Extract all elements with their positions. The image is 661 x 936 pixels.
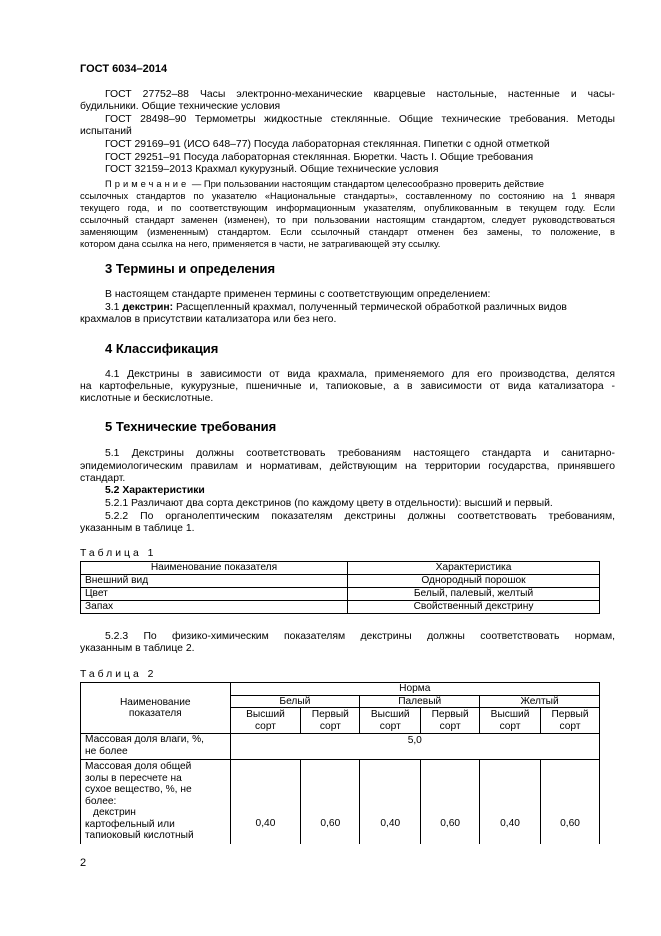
- grade-line: сорт: [559, 720, 581, 732]
- document-header: ГОСТ 6034–2014: [80, 63, 168, 75]
- table-header-cell: Палевый: [360, 695, 480, 708]
- grade-line: Первый: [311, 709, 349, 720]
- grade-line: сорт: [499, 720, 521, 732]
- note-line: ссылочных стандартов по указателю «Национальные стандарты», составленному по состоянию на 1 января: [80, 190, 615, 201]
- section-5-2-1: 5.2.1 Различают два сорта декстринов (по каждому цвету в отдельности): высший и первый.: [105, 498, 553, 509]
- table-header-cell: [480, 708, 541, 734]
- table-row: [81, 588, 600, 601]
- row-name-line: более:: [85, 795, 117, 807]
- header-name-line: Наименование: [119, 696, 191, 708]
- table-header-cell: Желтый: [480, 695, 600, 708]
- note-line: ссылочный стандарт заменен (изменен), то при пользовании настоящим стандартом, следует руководствоваться: [80, 214, 615, 225]
- table-header-cell: [541, 708, 600, 734]
- note-text: — При пользовании настоящим стандартом целесообразно проверить действие: [191, 178, 545, 189]
- row-name-line: сухое вещество, %, не: [85, 784, 192, 795]
- table-cell: 0,40: [230, 760, 301, 844]
- ref-line: будильники. Общие технические условия: [80, 101, 281, 112]
- grade-line: Первый: [431, 709, 469, 720]
- table-cell: 0,60: [421, 760, 480, 844]
- grade-line: Высший: [246, 709, 285, 720]
- table-header-row: [81, 683, 600, 696]
- section-4-title: 4 Классификация: [105, 341, 219, 356]
- section-4-line: кислотные и бескислотные.: [80, 393, 214, 404]
- ref-line: ГОСТ 27752–88 Часы электронно-механические кварцевые настольные, настенные и часы-: [105, 89, 615, 100]
- table-cell: 0,60: [541, 760, 600, 844]
- table-cell: Белый, палевый, желтый: [348, 588, 600, 601]
- row-name-line: не более: [85, 745, 128, 757]
- table-cell: 0,40: [480, 760, 541, 844]
- section-5-1-line: 5.1 Декстрины должны соответствовать требованиям настоящего стандарта и санитарно-: [105, 448, 615, 459]
- ref-line: ГОСТ 29251–91 Посуда лабораторная стеклянная. Бюретки. Часть I. Общие требования: [105, 152, 534, 163]
- table-cell: Однородный порошок: [348, 575, 600, 588]
- term-definition-cont: крахмалов в присутствии катализатора или без него.: [80, 314, 337, 325]
- section-5-1-line: эпидемиологическим правилам и нормативам, действующим на территории государства, принявшего: [80, 461, 615, 472]
- row-name-line: золы в пересчете на: [85, 772, 182, 784]
- table-header-cell: [230, 708, 301, 734]
- page-number: 2: [80, 857, 87, 869]
- table-cell: Цвет: [81, 588, 348, 601]
- ref-line: ГОСТ 28498–90 Термометры жидкостные стеклянные. Общие технические требования. Методы: [105, 114, 615, 125]
- table-cell: 0,60: [301, 760, 360, 844]
- table-1: [80, 561, 600, 614]
- note-line: текущего года, и по соответствующим информационным указателям, опубликованным в текущем году. Если: [80, 202, 615, 213]
- table-2: [80, 682, 600, 844]
- term-name: декстрин:: [122, 302, 174, 313]
- section-5-2-2-line: 5.2.2 По органолептическим показателям декстрины должны соответствовать требованиям,: [105, 511, 615, 522]
- table-1-caption: Таблица 1: [80, 548, 157, 559]
- term-number: 3.1: [105, 302, 120, 313]
- table-header-cell: Белый: [230, 695, 360, 708]
- table-header-cell: Норма: [230, 683, 599, 696]
- section-3-title: 3 Термины и определения: [105, 261, 276, 276]
- section-3-intro: В настоящем стандарте применен термины с соответствующим определением:: [105, 289, 491, 300]
- term-definition: Расщепленный крахмал, полученный термической обработкой различных видов: [176, 302, 567, 313]
- section-5-2-3-line: 5.2.3 По физико-химическим показателям декстрины должны соответствовать нормам,: [105, 631, 615, 642]
- table-header-cell: [81, 683, 231, 734]
- table-row: [81, 601, 600, 614]
- section-5-2-2-line: указанным в таблице 1.: [80, 523, 195, 534]
- section-4-line: на картофельные, кукурузные, пшеничные и, тапиоковые, а в зависимости от вида катализатора -: [80, 381, 615, 392]
- note-label: Примечание: [105, 178, 190, 189]
- ref-line: ГОСТ 29169–91 (ИСО 648–77) Посуда лабораторная стеклянная. Пипетки с одной отметкой: [105, 139, 550, 150]
- note-line: заменяющим (измененным) стандартом. Если ссылочный стандарт отменен без замены, то положение, в: [80, 226, 615, 237]
- section-5-2-3-line: указанным в таблице 2.: [80, 643, 195, 654]
- row-name-line: картофельный или: [85, 818, 175, 830]
- row-name-line: Массовая доля общей: [85, 761, 192, 772]
- grade-line: сорт: [439, 720, 461, 732]
- table-row: [81, 760, 600, 844]
- ref-line: ГОСТ 32159–2013 Крахмал кукурузный. Общие технические условия: [105, 164, 439, 175]
- table-cell: 0,40: [360, 760, 421, 844]
- row-name-line: Массовая доля влаги, %,: [85, 734, 204, 745]
- grade-line: Высший: [370, 709, 410, 720]
- grade-line: сорт: [319, 720, 341, 732]
- grade-line: Высший: [490, 709, 530, 720]
- table-2-caption: Таблица 2: [80, 669, 157, 680]
- table-cell: Внешний вид: [81, 575, 348, 588]
- header-name-line: показателя: [128, 708, 182, 719]
- term-3-1-line: [105, 302, 615, 314]
- table-cell: 5,0: [230, 734, 599, 760]
- table-row: [81, 575, 600, 588]
- section-5-1-line: стандарт.: [80, 473, 126, 484]
- table-header-cell: [301, 708, 360, 734]
- section-5-title: 5 Технические требования: [105, 419, 277, 434]
- grade-line: сорт: [379, 720, 401, 732]
- table-header-cell: Наименование показателя: [81, 562, 348, 575]
- ref-line: испытаний: [80, 126, 132, 137]
- table-cell: Свойственный декстрину: [348, 601, 600, 614]
- table-header-cell: Характеристика: [348, 562, 600, 575]
- row-name-line: декстрин: [93, 807, 136, 818]
- table-header-row: [81, 562, 600, 575]
- table-cell: [81, 760, 231, 844]
- grade-line: сорт: [254, 720, 276, 732]
- table-cell: [81, 734, 231, 760]
- row-name-line: тапиоковый кислотный: [85, 830, 194, 841]
- table-row: [81, 734, 600, 760]
- note-first-line: [105, 178, 615, 190]
- section-4-line: 4.1 Декстрины в зависимости от вида крахмала, применяемого для его производства, делятся: [105, 369, 615, 380]
- table-header-cell: [421, 708, 480, 734]
- grade-line: Первый: [551, 709, 589, 720]
- section-5-2-title: 5.2 Характеристики: [105, 485, 205, 496]
- table-cell: Запах: [81, 601, 348, 614]
- table-header-cell: [360, 708, 421, 734]
- note-line: котором дана ссылка на него, применяется в части, не затрагивающей эту ссылку.: [80, 238, 441, 249]
